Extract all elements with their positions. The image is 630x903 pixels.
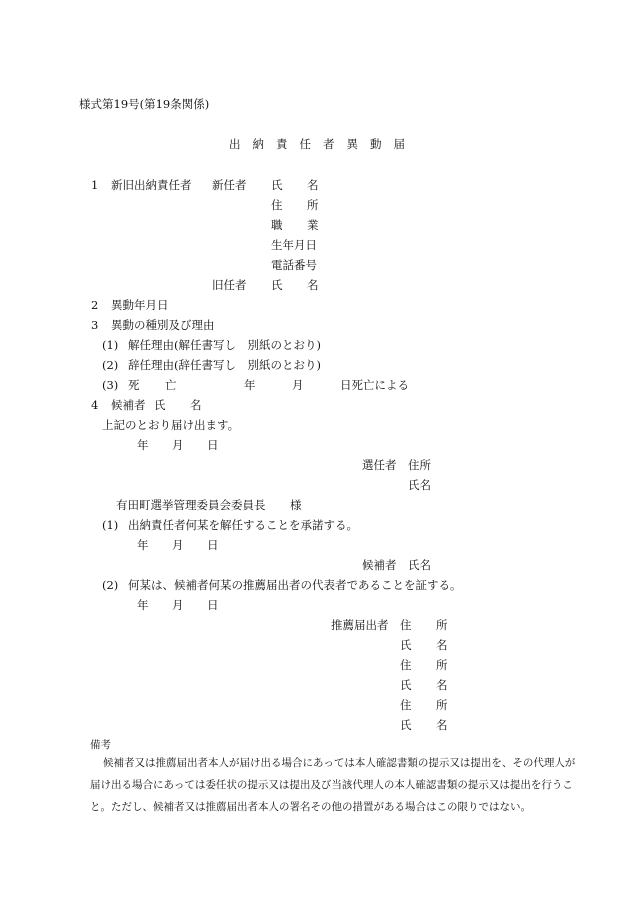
recommender-field-6-a: 氏 (400, 718, 412, 732)
recommender-field-2-a: 氏 (400, 638, 412, 652)
item-1-number: (1) (102, 338, 119, 352)
date-2-year: 年 (137, 538, 149, 552)
page-title: 出納責任者異動届 (229, 137, 417, 151)
item-2-text: 辞任理由(辞任書写し 別紙のとおり) (128, 358, 321, 372)
remarks-line-1: 候補者又は推薦届出者本人が届け出る場合にあっては本人確認書類の提示又は提出を、その代理人が (103, 757, 576, 769)
new-occupation-label-b: 業 (307, 218, 319, 232)
appointer-address-label: 住所 (408, 458, 431, 472)
consent-1-text: 出納責任者何某を解任することを承諾する。 (128, 518, 358, 532)
item-2-number: (2) (102, 358, 119, 372)
section-1-number: 1 (91, 178, 99, 192)
section-3-label: 異動の種別及び理由 (111, 318, 215, 332)
section-4-number: 4 (91, 398, 99, 412)
recommender-field-4-a: 氏 (400, 678, 412, 692)
appointer-name-label: 氏名 (408, 478, 431, 492)
item-3-text-b: 亡 (165, 378, 177, 392)
item-3-tail: 日死亡による (340, 378, 409, 392)
remarks-title: 備考 (90, 739, 111, 751)
new-address-label-b: 所 (307, 198, 319, 212)
new-occupation-label-a: 職 (271, 218, 283, 232)
date-3-day: 日 (207, 598, 219, 612)
date-3-year: 年 (137, 598, 149, 612)
section-2-label: 異動年月日 (111, 298, 169, 312)
new-name-label-b: 名 (307, 178, 319, 192)
recommender-label: 推薦届出者 (331, 618, 389, 632)
recommender-field-3-b: 所 (436, 658, 448, 672)
remarks-line-3: と。ただし、候補者又は推薦届出者本人の署名その他の措置がある場合はこの限りではない。 (90, 801, 531, 813)
candidate-sign-label: 候補者 (362, 558, 397, 572)
form-number: 様式第19号(第19条関係) (79, 97, 210, 111)
section-2-number: 2 (91, 298, 99, 312)
recommender-field-5-b: 所 (436, 698, 448, 712)
section-4-label: 候補者 (111, 398, 146, 412)
section-3-number: 3 (91, 318, 99, 332)
recommender-field-5-a: 住 (400, 698, 412, 712)
date-3-month: 月 (172, 598, 184, 612)
recommender-field-4-b: 名 (436, 678, 448, 692)
new-treasurer-label: 新任者 (212, 178, 247, 192)
recipient-name: 有田町選挙管理委員会委員長 (116, 498, 266, 512)
item-3-year: 年 (244, 378, 256, 392)
date-1-year: 年 (137, 438, 149, 452)
declaration-text: 上記のとおり届け出ます。 (102, 418, 240, 432)
new-name-label-a: 氏 (271, 178, 283, 192)
recipient-honorific: 様 (290, 498, 302, 512)
recommender-field-1-b: 所 (436, 618, 448, 632)
date-2-month: 月 (172, 538, 184, 552)
item-1-text: 解任理由(解任書写し 別紙のとおり) (128, 338, 321, 352)
consent-1-number: (1) (102, 518, 119, 532)
date-2-day: 日 (207, 538, 219, 552)
consent-2-text: 何某は、候補者何某の推薦届出者の代表者であることを証する。 (128, 578, 462, 592)
candidate-name-label-a: 氏 (154, 398, 166, 412)
old-name-label-a: 氏 (271, 278, 283, 292)
date-1-day: 日 (207, 438, 219, 452)
old-treasurer-label: 旧任者 (212, 278, 247, 292)
new-birthdate-label: 生年月日 (271, 238, 317, 252)
item-3-month: 月 (292, 378, 304, 392)
old-name-label-b: 名 (307, 278, 319, 292)
recommender-field-6-b: 名 (436, 718, 448, 732)
candidate-name-label-b: 名 (190, 398, 202, 412)
consent-2-number: (2) (102, 578, 119, 592)
item-3-number: (3) (102, 378, 119, 392)
recommender-field-3-a: 住 (400, 658, 412, 672)
item-3-text-a: 死 (128, 378, 140, 392)
new-phone-label: 電話番号 (271, 258, 317, 272)
appointer-label: 選任者 (362, 458, 397, 472)
new-address-label-a: 住 (271, 198, 283, 212)
remarks-line-2: 届け出る場合にあっては委任状の提示又は提出及び当該代理人の本人確認書類の提示又は提出を行うこ (90, 779, 573, 791)
section-1-label: 新旧出納責任者 (111, 178, 192, 192)
recommender-field-2-b: 名 (436, 638, 448, 652)
recommender-field-1-a: 住 (400, 618, 412, 632)
date-1-month: 月 (172, 438, 184, 452)
candidate-sign-name-label: 氏名 (408, 558, 431, 572)
